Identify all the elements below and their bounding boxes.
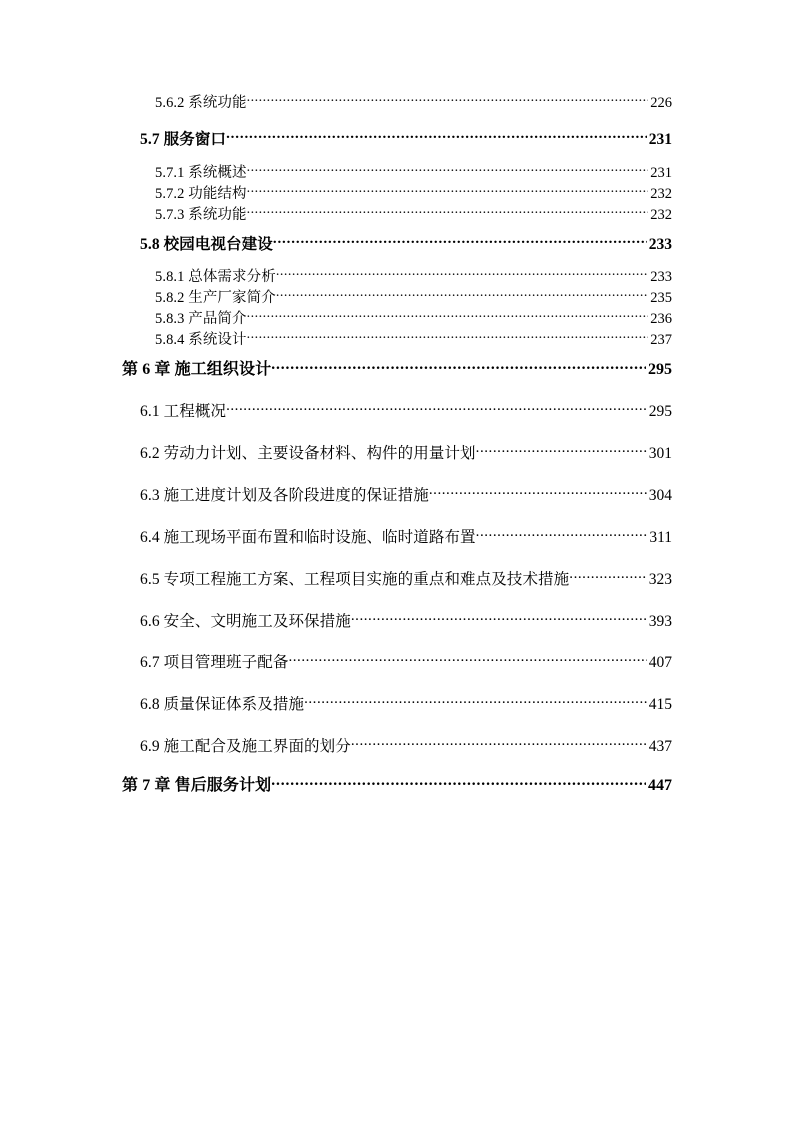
toc-entry-page-number: 233 <box>648 235 672 253</box>
toc-entry-page-number: 237 <box>650 331 672 348</box>
toc-entry-page-number: 235 <box>650 289 672 306</box>
toc-entry-label: 5.6.2 系统功能 <box>155 94 247 111</box>
toc-dot-leader <box>271 774 646 790</box>
toc-dot-leader <box>226 128 647 144</box>
toc-dot-leader <box>273 233 647 249</box>
toc-entry-label: 6.6 安全、文明施工及环保措施 <box>140 612 351 630</box>
toc-dot-leader <box>351 735 647 751</box>
toc-entry-label: 6.9 施工配合及施工界面的划分 <box>140 737 351 755</box>
toc-entry-label: 6.7 项目管理班子配备 <box>140 653 289 671</box>
toc-entry-label: 5.7.2 功能结构 <box>155 185 247 202</box>
toc-dot-leader <box>247 162 649 177</box>
toc-dot-leader <box>247 204 649 219</box>
toc-entry[interactable] <box>0 442 672 461</box>
toc-entry-page-number: 295 <box>648 402 672 420</box>
toc-dot-leader <box>247 308 649 323</box>
toc-dot-leader <box>304 693 647 709</box>
toc-entry[interactable] <box>0 484 672 503</box>
toc-entry-label: 5.8.1 总体需求分析 <box>155 268 276 285</box>
toc-entry-page-number: 447 <box>648 777 672 794</box>
toc-entry-page-number: 393 <box>648 612 672 630</box>
toc-entry-page-number: 232 <box>650 185 672 202</box>
toc-entry[interactable] <box>0 128 672 147</box>
toc-entry-page-number: 301 <box>648 444 672 462</box>
toc-entry[interactable] <box>0 266 672 284</box>
toc-entry[interactable] <box>0 774 672 794</box>
toc-entry-label: 6.1 工程概况 <box>140 402 227 420</box>
toc-entry[interactable] <box>0 735 672 754</box>
toc-entry[interactable] <box>0 610 672 629</box>
toc-entry-page-number: 304 <box>648 486 672 504</box>
toc-entry-label: 5.7 服务窗口 <box>140 130 227 148</box>
toc-entry-label: 5.8 校园电视台建设 <box>140 235 273 253</box>
toc-entry-page-number: 295 <box>648 361 672 378</box>
toc-entry[interactable] <box>0 204 672 222</box>
toc-dot-leader <box>276 287 648 302</box>
toc-dot-leader <box>569 568 646 584</box>
toc-dot-leader <box>247 329 649 344</box>
toc-entry-label: 5.7.1 系统概述 <box>155 164 247 181</box>
toc-entry[interactable] <box>0 92 672 110</box>
toc-entry[interactable] <box>0 329 672 347</box>
toc-entry-page-number: 311 <box>649 528 672 546</box>
toc-entry-page-number: 231 <box>650 164 672 181</box>
toc-entry-label: 6.8 质量保证体系及措施 <box>140 695 305 713</box>
toc-dot-leader <box>271 358 646 374</box>
toc-entry-label: 6.2 劳动力计划、主要设备材料、构件的用量计划 <box>140 444 476 462</box>
toc-entry[interactable] <box>0 400 672 419</box>
toc-entry-page-number: 437 <box>648 737 672 755</box>
toc-entry-label: 5.8.3 产品简介 <box>155 310 247 327</box>
toc-entry[interactable] <box>0 526 672 545</box>
toc-dot-leader <box>476 442 647 458</box>
toc-dot-leader <box>247 92 649 107</box>
toc-entry[interactable] <box>0 233 672 252</box>
toc-entry-label: 6.3 施工进度计划及各阶段进度的保证措施 <box>140 486 429 504</box>
toc-dot-leader <box>476 526 648 542</box>
toc-dot-leader <box>288 651 646 667</box>
toc-entry-page-number: 233 <box>650 268 672 285</box>
toc-entry-label: 6.5 专项工程施工方案、工程项目实施的重点和难点及技术措施 <box>140 570 570 588</box>
toc-entry-label: 第 7 章 售后服务计划 <box>122 777 272 794</box>
toc-entry-label: 5.8.2 生产厂家简介 <box>155 289 276 306</box>
toc-entry[interactable] <box>0 308 672 326</box>
toc-dot-leader <box>276 266 648 281</box>
toc-entry[interactable] <box>0 693 672 712</box>
toc-dot-leader <box>247 183 649 198</box>
toc-entry[interactable] <box>0 568 672 587</box>
toc-entry-label: 5.7.3 系统功能 <box>155 206 247 223</box>
toc-entry-page-number: 236 <box>650 310 672 327</box>
toc-dot-leader <box>429 484 647 500</box>
toc-dot-leader <box>351 610 647 626</box>
toc-entry-page-number: 407 <box>648 653 672 671</box>
toc-entry[interactable] <box>0 162 672 180</box>
toc-entry[interactable] <box>0 287 672 305</box>
toc-entry[interactable] <box>0 358 672 378</box>
toc-entry-page-number: 415 <box>648 695 672 713</box>
toc-entry-page-number: 226 <box>650 94 672 111</box>
toc-entry-label: 6.4 施工现场平面布置和临时设施、临时道路布置 <box>140 528 476 546</box>
toc-entry-page-number: 323 <box>648 570 672 588</box>
toc-entry-label: 第 6 章 施工组织设计 <box>122 361 272 378</box>
toc-dot-leader <box>226 400 647 416</box>
toc-entry[interactable] <box>0 183 672 201</box>
toc-entry-page-number: 232 <box>650 206 672 223</box>
toc-entry-page-number: 231 <box>648 130 672 148</box>
toc-entry-label: 5.8.4 系统设计 <box>155 331 247 348</box>
toc-entry[interactable] <box>0 651 672 670</box>
